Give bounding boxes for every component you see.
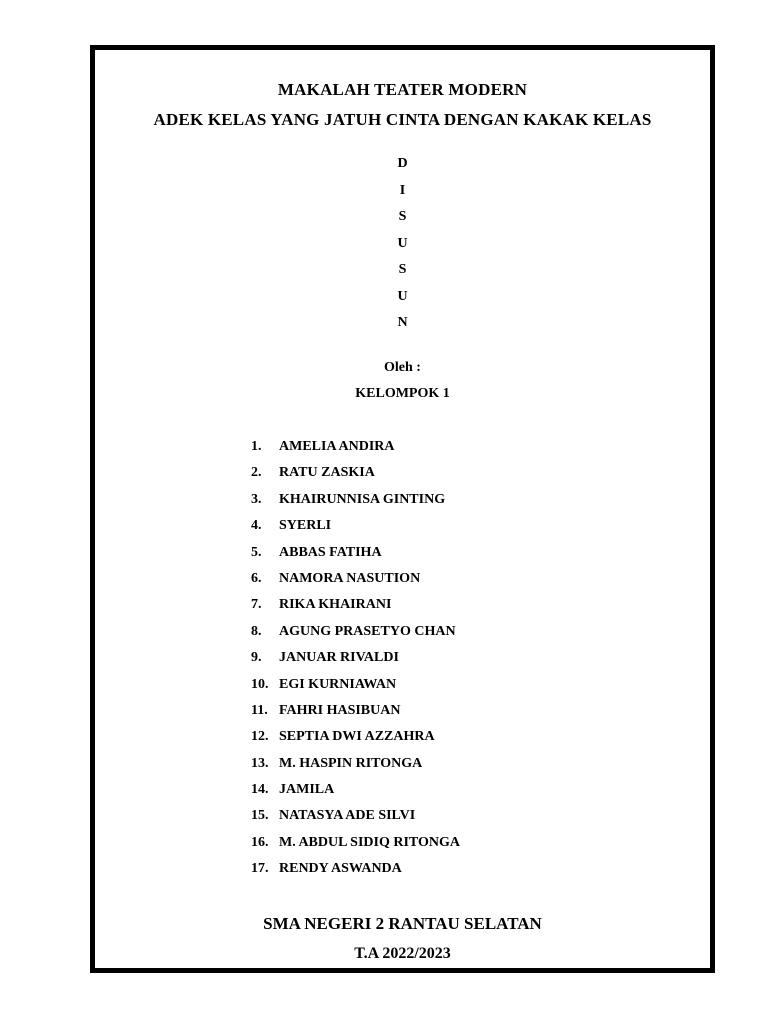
member-number: 6. bbox=[251, 570, 262, 586]
member-number: 14. bbox=[251, 782, 269, 798]
disusun-letter: N bbox=[397, 315, 408, 330]
member-number: 16. bbox=[251, 834, 269, 850]
member-item bbox=[251, 492, 460, 518]
member-number: 3. bbox=[251, 491, 262, 507]
member-name: NATASYA ADE SILVI bbox=[279, 808, 416, 824]
member-name: ABBAS FATIHA bbox=[279, 544, 382, 560]
member-name: KHAIRUNNISA GINTING bbox=[279, 491, 446, 507]
member-name: NAMORA NASUTION bbox=[279, 570, 421, 586]
member-name: RIKA KHAIRANI bbox=[279, 597, 392, 613]
disusun-letter: I bbox=[399, 182, 406, 198]
member-name: AMELIA ANDIRA bbox=[279, 439, 395, 454]
disusun-letter: U bbox=[397, 235, 408, 251]
disusun-letter: D bbox=[397, 156, 408, 171]
oleh-label: Oleh : bbox=[384, 360, 421, 375]
member-number: 10. bbox=[251, 676, 269, 692]
member-number: 2. bbox=[251, 465, 262, 481]
member-name: EGI KURNIAWAN bbox=[279, 676, 397, 692]
member-name: AGUNG PRASETYO CHAN bbox=[279, 623, 456, 639]
member-number: 11. bbox=[251, 702, 268, 718]
member-item bbox=[251, 597, 460, 623]
member-item bbox=[251, 861, 460, 887]
member-item bbox=[251, 439, 460, 465]
member-item bbox=[251, 545, 460, 571]
member-item bbox=[251, 782, 460, 808]
member-name: M. HASPIN RITONGA bbox=[279, 755, 423, 771]
disusun-letter: S bbox=[398, 209, 407, 224]
school-name: SMA NEGERI 2 RANTAU SELATAN bbox=[263, 914, 542, 933]
member-number: 17. bbox=[251, 861, 269, 877]
member-item bbox=[251, 571, 460, 597]
member-item bbox=[251, 465, 460, 491]
member-item bbox=[251, 703, 460, 729]
member-list bbox=[251, 439, 460, 888]
member-name: RATU ZASKIA bbox=[279, 465, 375, 481]
academic-year: T.A 2022/2023 bbox=[354, 945, 451, 962]
cover-page-border bbox=[90, 45, 715, 973]
member-item bbox=[251, 650, 460, 676]
group-name: KELOMPOK 1 bbox=[355, 386, 450, 401]
member-number: 1. bbox=[251, 439, 262, 454]
member-number: 5. bbox=[251, 544, 262, 560]
member-number: 15. bbox=[251, 808, 269, 824]
member-number: 9. bbox=[251, 650, 262, 666]
member-item bbox=[251, 835, 460, 861]
member-item bbox=[251, 518, 460, 544]
member-name: JAMILA bbox=[279, 782, 335, 798]
member-number: 8. bbox=[251, 623, 262, 639]
disusun-letter: U bbox=[397, 288, 408, 304]
member-number: 7. bbox=[251, 597, 262, 613]
document-title: MAKALAH TEATER MODERN bbox=[277, 80, 528, 99]
disusun-letter: S bbox=[398, 262, 407, 277]
member-item bbox=[251, 756, 460, 782]
member-name: SYERLI bbox=[279, 518, 332, 534]
member-name: RENDY ASWANDA bbox=[279, 861, 402, 877]
member-name: M. ABDUL SIDIQ RITONGA bbox=[279, 834, 461, 850]
member-item bbox=[251, 677, 460, 703]
member-item bbox=[251, 808, 460, 834]
member-number: 13. bbox=[251, 755, 269, 771]
member-item bbox=[251, 624, 460, 650]
document-subtitle: ADEK KELAS YANG JATUH CINTA DENGAN KAKAK KELAS bbox=[153, 110, 652, 129]
member-name: SEPTIA DWI AZZAHRA bbox=[279, 729, 435, 745]
member-number: 4. bbox=[251, 518, 262, 534]
disusun-vertical-text bbox=[95, 156, 710, 342]
member-name: JANUAR RIVALDI bbox=[279, 650, 399, 666]
member-number: 12. bbox=[251, 729, 269, 745]
member-name: FAHRI HASIBUAN bbox=[279, 702, 401, 718]
member-item bbox=[251, 729, 460, 755]
